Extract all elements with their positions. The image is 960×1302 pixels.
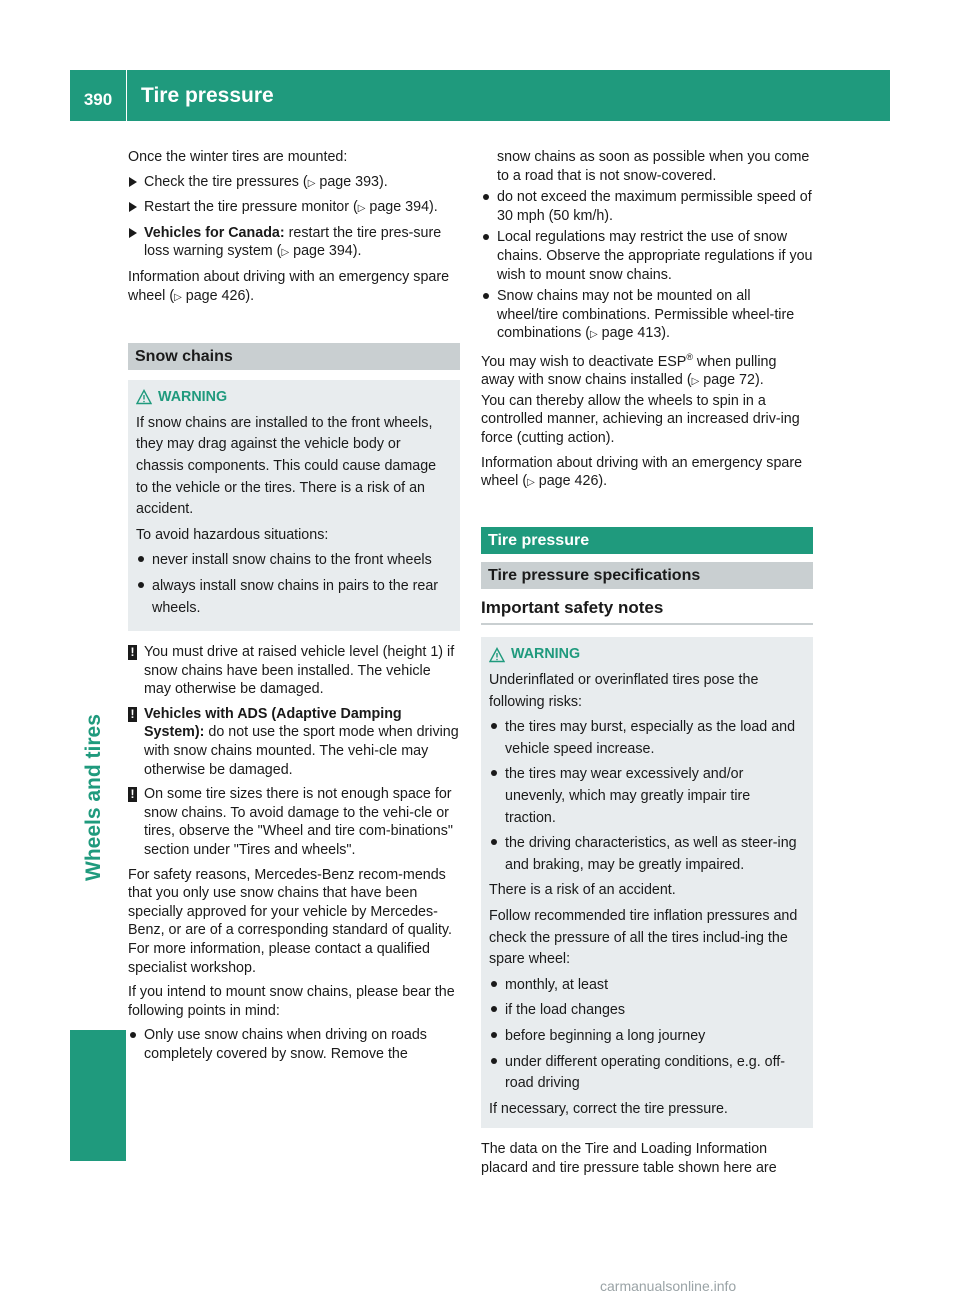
list-item: Snow chains may not be mounted on all wheel/tire combinations. Permissible wheel-tire combinations (▷ page 413).: [481, 287, 813, 345]
step-item: Check the tire pressures (▷ page 393).: [128, 173, 460, 194]
list-item: the driving characteristics, as well as steer-ing and braking, may be greatly impaired.: [489, 833, 805, 876]
warning-text: If necessary, correct the tire pressure.: [489, 1100, 728, 1117]
esp-paragraph: You may wish to deactivate ESP® when pulling away with snow chains installed (▷ page 72).: [481, 351, 777, 389]
info-text: Information about driving with an emergency spare wheel (▷ page 426).: [128, 268, 450, 304]
exclamation-icon: !: [128, 707, 137, 722]
continued-text: snow chains as soon as possible when you come to a road that is not snow-covered.: [497, 149, 810, 184]
paragraph: You can thereby allow the wheels to spin in a controlled manner, achieving an increased driv-ing force (cutting action).: [481, 392, 800, 447]
list-item: the tires may wear excessively and/or unevenly, which may greatly impair tire traction.: [489, 764, 805, 829]
exclamation-icon: !: [128, 645, 137, 660]
warning-triangle-icon: [136, 389, 152, 405]
page-link[interactable]: page 394).: [289, 243, 362, 260]
page-link[interactable]: page 394).: [365, 199, 438, 216]
page-ref-arrow-icon: ▷: [174, 291, 182, 303]
warning-text: Underinflated or overinflated tires pose the following risks:: [489, 672, 759, 710]
caution-note: ! On some tire sizes there is not enough space for snow chains. To avoid damage to the vehi-cle or tires, observe the "Wheel and tire com-binations" section under "Tires and wheels".: [128, 785, 460, 859]
warning-text: To avoid hazardous situations:: [136, 526, 329, 543]
header-divider: [126, 70, 127, 121]
caution-note: ! Vehicles with ADS (Adaptive Damping System): do not use the sport mode when driving with snow chains mounted. The vehi-cle may otherwise be damaged.: [128, 705, 460, 779]
page-ref-arrow-icon: ▷: [281, 247, 290, 259]
page-ref-arrow-icon: ▷: [589, 329, 598, 341]
list-item: before beginning a long journey: [489, 1026, 805, 1048]
list-item: if the load changes: [489, 1000, 805, 1022]
warning-title: WARNING: [489, 645, 805, 664]
page-ref-arrow-icon: ▷: [357, 203, 366, 215]
list-item: do not exceed the maximum permissible speed of 30 mph (50 km/h).: [481, 188, 813, 225]
side-tab: [70, 121, 126, 1161]
page-link[interactable]: page 426).: [534, 473, 608, 490]
step-item: Vehicles for Canada: restart the tire pres-sure loss warning system (▷ page 394).: [128, 224, 460, 263]
page-link[interactable]: page 393).: [315, 173, 388, 190]
page-link[interactable]: page 413).: [597, 325, 671, 342]
section-heading-specifications: Tire pressure specifications: [481, 562, 813, 589]
list-item: Local regulations may restrict the use of snow chains. Observe the appropriate regulations if you wish to mount snow chains.: [481, 228, 813, 284]
info-text: Information about driving with an emergency spare wheel (▷ page 426).: [481, 454, 803, 490]
warning-text: Follow recommended tire inflation pressures and check the pressure of all the tires includ-ing the spare wheel:: [489, 907, 798, 968]
list-item: under different operating conditions, e.g. off-road driving: [489, 1052, 805, 1095]
page-ref-arrow-icon: ▷: [527, 477, 535, 489]
subheading-safety-notes: Important safety notes: [481, 599, 813, 626]
left-column: [128, 148, 460, 1067]
page-ref-arrow-icon: ▷: [691, 376, 700, 388]
paragraph: If you intend to mount snow chains, please bear the following points in mind:: [128, 984, 455, 1019]
intro-text: Once the winter tires are mounted:: [128, 149, 348, 165]
step-item: Restart the tire pressure monitor (▷ page 394).: [128, 198, 460, 219]
paragraph: The data on the Tire and Loading Information placard and tire pressure table shown here are: [481, 1141, 777, 1176]
section-heading-snow-chains: Snow chains: [128, 343, 460, 370]
chapter-title: Tire pressure: [141, 83, 274, 107]
warning-triangle-icon: [489, 647, 505, 663]
exclamation-icon: !: [128, 787, 137, 802]
list-item: the tires may burst, especially as the load and vehicle speed increase.: [489, 717, 805, 760]
warning-title: WARNING: [136, 388, 452, 407]
page-ref-arrow-icon: ▷: [307, 177, 316, 189]
warning-text: There is a risk of an accident.: [489, 882, 676, 899]
list-item: monthly, at least: [489, 975, 805, 997]
right-column: [481, 148, 813, 1184]
list-item: always install snow chains in pairs to the rear wheels.: [136, 576, 452, 619]
paragraph: For safety reasons, Mercedes-Benz recom-mends that you only use snow chains that have been specially approved for your vehicle by Mercedes-Benz, or are of a corresponding standard of quality. For more information, please contact a qualified specialist workshop.: [128, 866, 452, 976]
page-header: [70, 70, 890, 121]
warning-box: [128, 380, 460, 631]
warning-text: If snow chains are installed to the front wheels, they may drag against the vehicle body or chassis components. This could cause damage to the vehicle or the tires. There is a risk of an accident.: [136, 414, 437, 518]
watermark: carmanualsonline.info: [600, 1278, 737, 1294]
page-number: 390: [83, 89, 113, 109]
side-tab-label: Wheels and tires: [82, 714, 105, 881]
caution-note: ! You must drive at raised vehicle level (height 1) if snow chains have been installed. The vehicle may otherwise be damaged.: [128, 643, 460, 699]
section-heading-tire-pressure: Tire pressure: [481, 527, 813, 554]
page-link[interactable]: page 426).: [181, 287, 255, 304]
list-item: Only use snow chains when driving on roads completely covered by snow. Remove the: [128, 1026, 460, 1063]
side-tab-marker: [70, 1030, 126, 1161]
warning-box: [481, 637, 813, 1128]
list-item: never install snow chains to the front wheels: [136, 550, 452, 572]
page-link[interactable]: page 72).: [699, 372, 764, 389]
